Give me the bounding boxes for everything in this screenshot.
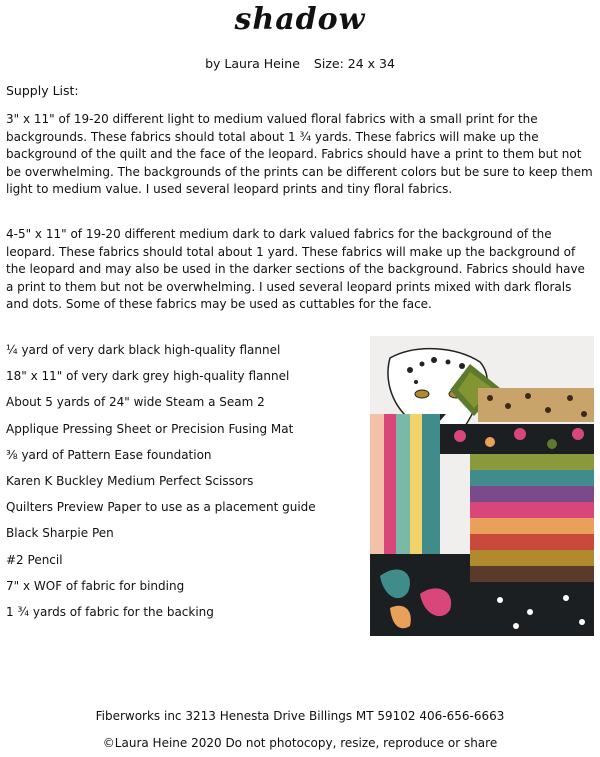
supply-item: Black Sharpie Pen bbox=[6, 526, 114, 541]
supply-item: ¼ yard of very dark black high-quality flannel bbox=[6, 343, 281, 357]
pattern-title: shadow bbox=[234, 2, 366, 37]
supply-item: Applique Pressing Sheet or Precision Fusing Mat bbox=[6, 421, 294, 436]
dark-fabrics-paragraph: 4-5" x 11" of 19-20 different medium dark to dark valued fabrics for the background of the leopard. These fabrics should total about 1 yard. These fabrics will make up the background of the leopard and may also be used in the darker sections of the background. Fabrics should have a print to them but not be overwhelming. I used several leopard prints mixed with dark florals and dots. Some of these fabrics may be used as cuttables for the face. bbox=[6, 227, 585, 311]
supply-item: ⅜ yard of Pattern Ease foundation bbox=[6, 447, 212, 462]
author: by Laura Heine bbox=[205, 56, 300, 71]
supply-item: #2 Pencil bbox=[6, 552, 63, 567]
supply-item: Karen K Buckley Medium Perfect Scissors bbox=[6, 473, 254, 488]
fabric-photo-illustration bbox=[370, 336, 594, 636]
footer-address: Fiberworks inc 3213 Henesta Drive Billings MT 59102 406-656-6663 bbox=[95, 709, 505, 723]
supply-item: 7" x WOF of fabric for binding bbox=[6, 578, 185, 593]
footer-copyright: ©Laura Heine 2020 Do not photocopy, resize, reproduce or share bbox=[102, 736, 498, 750]
supply-list-heading: Supply List: bbox=[6, 83, 79, 98]
supply-item: 1 ¾ yards of fabric for the backing bbox=[6, 604, 214, 619]
supply-item: Quilters Preview Paper to use as a placement guide bbox=[6, 500, 316, 515]
supply-item: 18" x 11" of very dark grey high-quality flannel bbox=[6, 369, 290, 384]
fabric-photo bbox=[370, 336, 594, 636]
supply-items-list bbox=[6, 337, 361, 625]
light-fabrics-paragraph: 3" x 11" of 19-20 different light to medium valued floral fabrics with a small print for the backgrounds. These fabrics should total about 1 ¾ yards. These fabrics will make up the background of the quilt and the face of the leopard. Fabrics should have a print to them but not be overwhelming. The backgrounds of the prints can be different colors but be sure to keep them light to medium value. I used several leopard prints and tiny floral fabrics. bbox=[6, 112, 593, 196]
byline bbox=[0, 56, 600, 71]
quilt-size: Size: 24 x 34 bbox=[313, 56, 395, 71]
supply-item: About 5 yards of 24" wide Steam a Seam 2 bbox=[6, 395, 265, 410]
